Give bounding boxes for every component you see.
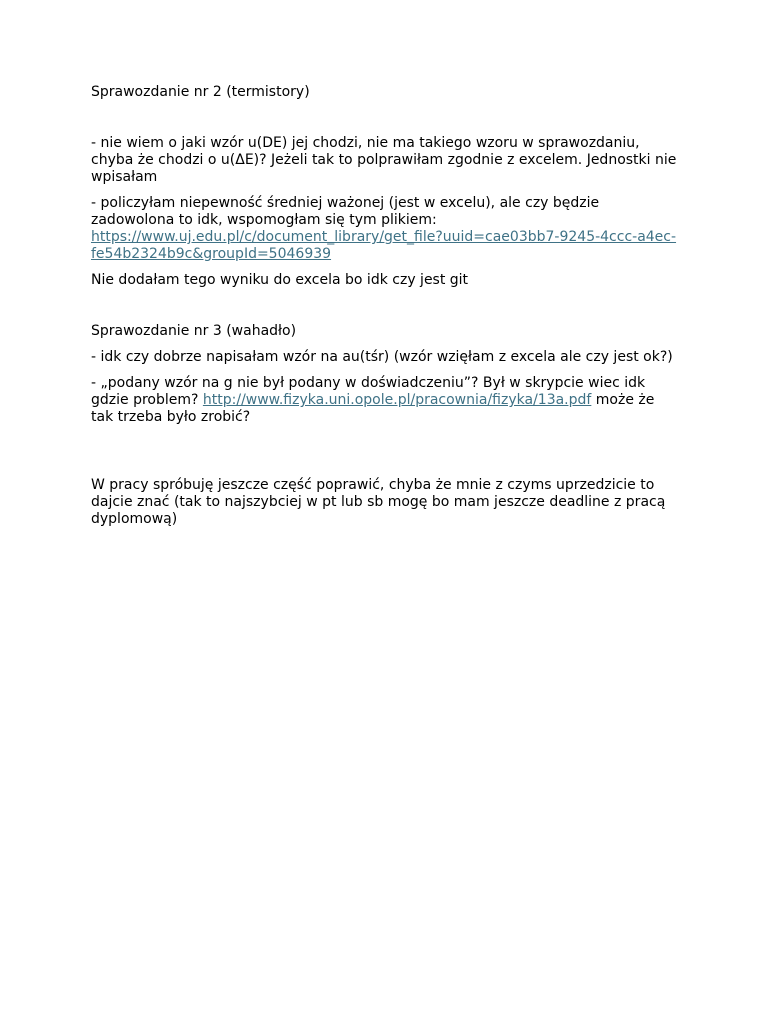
blank-line [91,443,678,460]
paragraph-formula-question: - nie wiem o jaki wzór u(DE) jej chodzi, nie ma takiego wzoru w sprawozdaniu, chyba że chodzi o u(ΔE)? Jeżeli tak to polprawiłam zgodnie z excelem. Jednostki nie wpisałam [91,135,677,185]
blank-line [91,306,678,323]
paragraph-closing: W pracy spróbuję jeszcze część poprawić, chyba że mnie z czyms uprzedzicie to dajcie znać (tak to najszybciej w pt lub sb mogę bo mam jeszcze deadline z pracą dyplomową) [91,477,666,527]
section-title-wahadlo: Sprawozdanie nr 3 (wahadło) [91,323,297,339]
paragraph-g-formula [91,375,678,426]
blank-line [91,460,678,477]
opole-pdf-link[interactable]: http://www.fizyka.uni.opole.pl/pracownia/fizyka/13a.pdf [202,392,592,408]
paragraph-excel-note: Nie dodałam tego wyniku do excela bo idk czy jest git [91,272,469,288]
blank-line [91,289,678,306]
uj-document-link[interactable]: https://www.uj.edu.pl/c/document_library/get_file?uuid=cae03bb7-9245-4ccc-a4ec-fe54b2324b9c&groupId=5046939 [91,229,677,262]
blank-line [91,426,678,443]
blank-line [91,101,678,118]
section-title-termistory: Sprawozdanie nr 2 (termistory) [91,84,310,100]
paragraph-g-formula-text-after: może że tak trzeba było zrobić? [91,392,655,425]
blank-line [91,118,678,135]
paragraph-uncertainty [91,195,678,263]
paragraph-g-formula-text-before: - „podany wzór na g nie był podany w doświadczeniu”? Był w skrypcie wiec idk gdzie problem? [91,375,646,408]
paragraph-uncertainty-text: - policzyłam niepewność średniej ważonej (jest w excelu), ale czy będzie zadowolona to idk, wspomogłam się tym plikiem: [91,195,600,228]
paragraph-formula-au: - idk czy dobrze napisałam wzór na au(tśr) (wzór wzięłam z excela ale czy jest ok?) [91,349,673,365]
